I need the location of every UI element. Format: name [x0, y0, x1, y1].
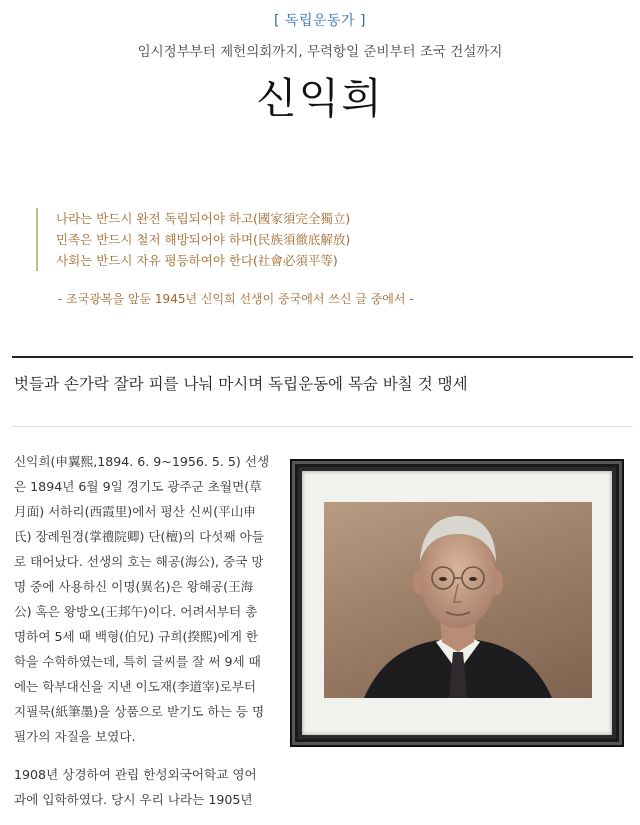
article-headline: 벗들과 손가락 잘라 피를 나눠 마시며 독립운동에 목숨 바칠 것 맹세 — [14, 375, 468, 393]
article-body — [14, 449, 276, 825]
portrait-frame — [290, 459, 624, 747]
text-line: 氏) 장례원경(掌禮院卿) 단(檀)의 다섯째 아들 — [14, 529, 264, 544]
text-line: 에는 학부대신을 지낸 이도재(李道宰)로부터 — [14, 679, 257, 694]
text-line: 지필묵(紙筆墨)을 상품으로 받기도 하는 등 명 — [14, 704, 265, 719]
text-line: 月面) 서하리(西霞里)에서 평산 신씨(平山申 — [14, 504, 256, 519]
article-paragraph — [14, 449, 276, 749]
text-line: 로 태어났다. 선생의 호는 해공(海公), 중국 망 — [14, 554, 264, 569]
quote-line: 민족은 반드시 철저 해방되어야 하며(民族須徹底解放) — [56, 232, 351, 247]
headline-divider — [12, 426, 633, 427]
page-title: 신익희 — [256, 74, 384, 123]
text-line: 학을 수학하였는데, 특히 글씨를 잘 써 9세 때 — [14, 654, 261, 669]
framed-portrait-icon — [324, 502, 592, 698]
text-line: 과에 입학하였다. 당시 우리 나라는 1905년 — [14, 792, 253, 807]
quote-line: 사회는 반드시 자유 평등하여야 한다(社會必須平等) — [56, 253, 338, 268]
text-line: 명 중에 사용하신 이명(異名)은 왕해공(王海 — [14, 579, 254, 594]
quote-source: - 조국광복을 앞둔 1945년 신익희 선생이 중국에서 쓰신 글 중에서 - — [58, 292, 414, 306]
section-divider — [12, 356, 633, 358]
text-line: 명하여 5세 때 백형(伯兄) 규희(揆熙)에게 한 — [14, 629, 259, 644]
text-line: 신익희(申翼熙,1894. 6. 9~1956. 5. 5) 선생 — [14, 454, 270, 469]
text-line: 은 1894년 6월 9일 경기도 광주군 초월면(草 — [14, 479, 262, 494]
category-label: [ 독립운동가 ] — [274, 13, 366, 29]
quote-block — [36, 208, 616, 271]
text-line: 필가의 자질을 보였다. — [14, 729, 136, 744]
portrait-mat — [302, 471, 612, 735]
page-subtitle: 임시정부부터 제헌의회까지, 무력항일 준비부터 조국 건설까지 — [137, 44, 503, 60]
text-line: 1908년 상경하여 관립 한성외국어학교 영어 — [14, 767, 257, 782]
article-paragraph — [14, 762, 276, 812]
text-line: 公) 혹은 왕방오(王邦午)이다. 어려서부터 총 — [14, 604, 258, 619]
quote-line: 나라는 반드시 완전 독립되어야 하고(國家須完全獨立) — [56, 211, 351, 226]
